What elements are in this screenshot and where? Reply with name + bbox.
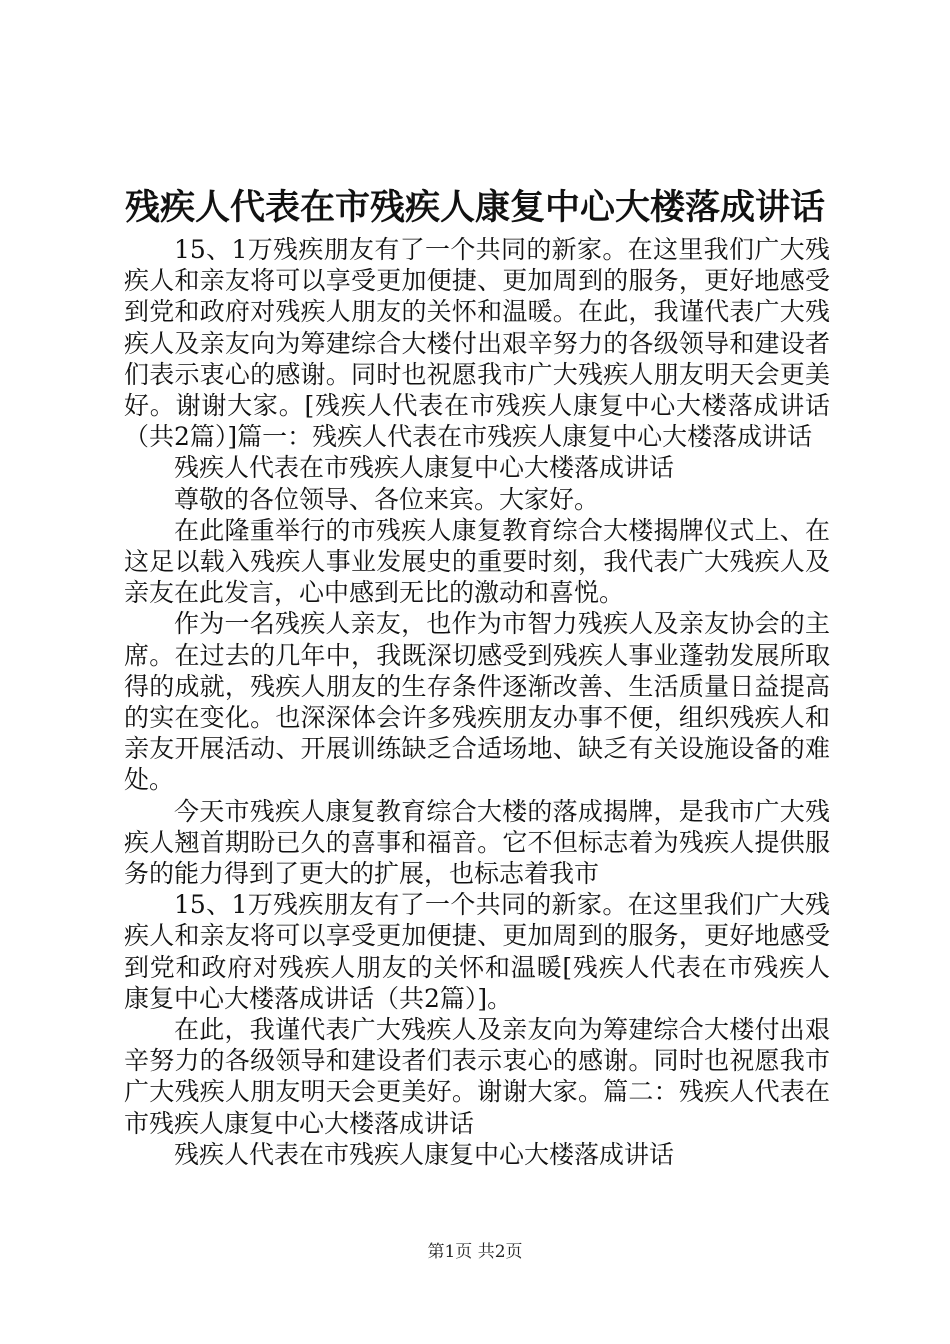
document-title: 残疾人代表在市残疾人康复中心大楼落成讲话: [124, 187, 825, 228]
paragraph-3: 尊敬的各位领导、各位来宾。大家好。: [174, 484, 600, 514]
paragraph-9: 残疾人代表在市残疾人康复中心大楼落成讲话: [174, 1139, 675, 1169]
document-body: [124, 234, 830, 1170]
paragraph-8: 在此，我谨代表广大残疾人及亲友向为筹建综合大楼付出艰辛努力的各级领导和建设者们表示衷心的感谢。同时也祝愿我市广大残疾人朋友明天会更美好。谢谢大家。篇二：残疾人代表在市残疾人康复中心大楼落成讲话: [124, 1015, 830, 1138]
paragraph-6: 今天市残疾人康复教育综合大楼的落成揭牌，是我市广大残疾人翘首期盼已久的喜事和福音。它不但标志着为残疾人提供服务的能力得到了更大的扩展，也标志着我市: [124, 796, 830, 889]
paragraph-4: 在此隆重举行的市残疾人康复教育综合大楼揭牌仪式上、在这足以载入残疾人事业发展史的重要时刻，我代表广大残疾人及亲友在此发言，心中感到无比的激动和喜悦。: [124, 515, 830, 608]
paragraph-1: 15、1万残疾朋友有了一个共同的新家。在这里我们广大残疾人和亲友将可以享受更加便捷、更加周到的服务，更好地感受到党和政府对残疾人朋友的关怀和温暖。在此，我谨代表广大残疾人及亲友向为筹建综合大楼付出艰辛努力的各级领导和建设者们表示衷心的感谢。同时也祝愿我市广大残疾人朋友明天会更美好。谢谢大家。[残疾人代表在市残疾人康复中心大楼落成讲话（共2篇）]篇一：残疾人代表在市残疾人康复中心大楼落成讲话: [124, 235, 830, 452]
paragraph-5: 作为一名残疾人亲友，也作为市智力残疾人及亲友协会的主席。在过去的几年中，我既深切感受到残疾人事业蓬勃发展所取得的成就，残疾人朋友的生存条件逐渐改善、生活质量日益提高的实在变化。也深深体会许多残疾朋友办事不便，组织残疾人和亲友开展活动、开展训练缺乏合适场地、缺乏有关设施设备的难处。: [124, 609, 830, 795]
paragraph-7: 15、1万残疾朋友有了一个共同的新家。在这里我们广大残疾人和亲友将可以享受更加便捷、更加周到的服务，更好地感受到党和政府对残疾人朋友的关怀和温暖[残疾人代表在市残疾人康复中心大楼落成讲话（共2篇）]。: [124, 890, 830, 1013]
paragraph-2: 残疾人代表在市残疾人康复中心大楼落成讲话: [174, 453, 675, 483]
page-number-footer: 第1页 共2页: [427, 1242, 523, 1262]
